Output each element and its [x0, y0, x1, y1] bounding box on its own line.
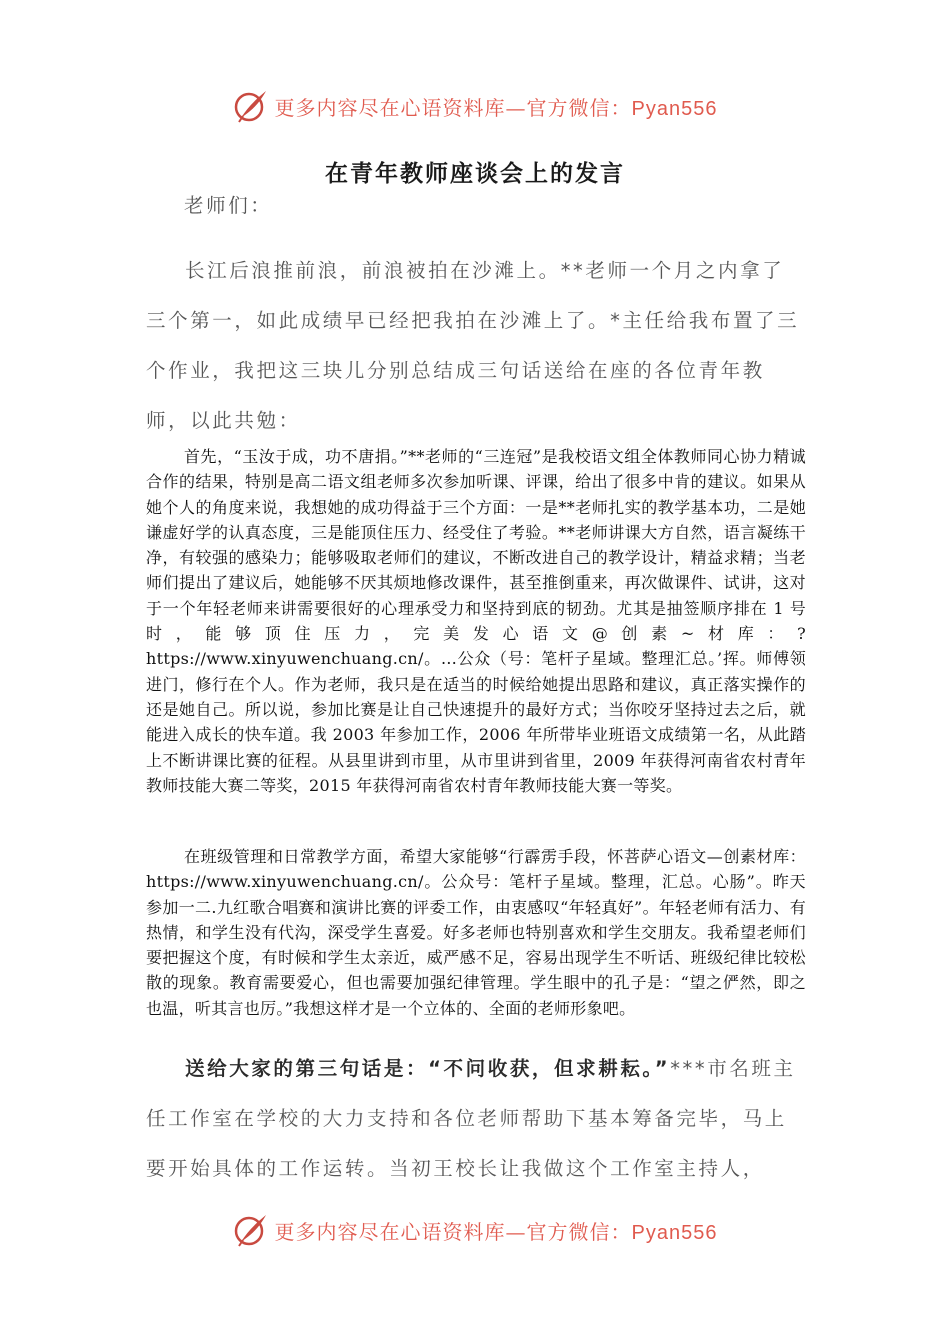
quill-logo-icon [233, 1212, 269, 1248]
banner-official-label: 官方微信： [526, 95, 632, 120]
header-banner[interactable] [0, 84, 950, 128]
banner-slogan: 更多内容尽在心语资料库 [274, 95, 506, 120]
banner-wechat-id: Pyan556 [631, 97, 718, 120]
paragraph-first-point: 首先，“玉汝于成，功不唐捐。”**老师的“三连冠”是我校语文组全体教师同心协力精诚合作的结果，特别是高二语文组老师多次参加听课、评课，给出了很多中肯的建议。如果从她个人的角度来说，我想她的成功得益于三个方面：一是**老师扎实的教学基本功，二是她谦虚好学的认真态度，三是能顶住压力、经受住了考验。**老师讲课大方自然，语言凝练干净，有较强的感染力；能够吸取老师们的建议，不断改进自己的教学设计，精益求精；当老师们提出了建议后，她能够不厌其烦地修改课件，甚至推倒重来，再次做课件、试讲，这对于一个年轻老师来讲需要很好的心理承受力和坚持到底的韧劲。尤其是抽签顺序排在 1 号时，能够顶住压力，完美发心语文@创素~材库：?https://www.xinyuwenchuang.cn/。…公众（号：笔杆子星域。整理汇总。’挥。师傅领进门，修行在个人。作为老师，我只是在适当的时候给她提出思路和建议，真正落实操作的还是她自己。所以说，参加比赛是让自己快速提升的最好方式；当你咬牙坚持过去之后，就能进入成长的快车道。我 2003 年参加工作，2006 年所带毕业班语文成绩第一名，从此踏上不断讲课比赛的征程。从县里讲到市里，从市里讲到省里，2009 年获得河南省农村青年教师技能大赛二等奖，2015 年获得河南省农村青年教师技能大赛一等奖。 [146, 447, 806, 795]
banner-wechat-id: Pyan556 [631, 1221, 718, 1244]
document-title: 在青年教师座谈会上的发言 [325, 161, 625, 187]
paragraph-intro: 长江后浪推前浪，前浪被拍在沙滩上。**老师一个月之内拿了三个第一，如此成绩早已经把我拍在沙滩上了。*主任给我布置了三个作业，我把这三块儿分别总结成三句话送给在座的各位青年教师，以此共勉： [146, 259, 800, 432]
footer-banner[interactable] [0, 1208, 950, 1252]
banner-separator: — [505, 95, 527, 120]
banner-official-label: 官方微信： [526, 1219, 632, 1244]
greeting: 老师们： [184, 194, 273, 217]
paragraph-class-management: 在班级管理和日常教学方面，希望大家能够“行霹雳手段，怀菩萨心语文—创素材库：https://www.xinyuwenchuang.cn/。公众号：笔杆子星域。整理，汇总。心肠”。昨天参加一二.九红歌合唱赛和演讲比赛的评委工作，由衷感叹“年轻真好”。年轻老师有活力、有热情，和学生没有代沟，深受学生喜爱。好多老师也特别喜欢和学生交朋友。我希望老师们要把握这个度，有时候和学生太亲近，威严感不足，容易出现学生不听话、班级纪律比较松散的现象。教育需要爱心，但也需要加强纪律管理。学生眼中的孔子是：“望之俨然，即之也温，听其言也厉。”我想这样才是一个立体的、全面的老师形象吧。 [146, 847, 806, 1018]
paragraph-third-point [146, 1044, 806, 1194]
third-point-heading: 送给大家的第三句话是：“不问收获，但求耕耘。” [185, 1057, 671, 1080]
quill-logo-icon [233, 88, 269, 124]
banner-text [275, 92, 718, 121]
banner-separator: — [505, 1219, 527, 1244]
third-point-body: ***市名班主任工作室在学校的大力支持和各位老师帮助下基本筹备完毕，马上要开始具体的工作运转。当初王校长让我做这个工作室主持人， [146, 1057, 796, 1180]
banner-slogan: 更多内容尽在心语资料库 [274, 1219, 506, 1244]
banner-text [275, 1216, 718, 1245]
